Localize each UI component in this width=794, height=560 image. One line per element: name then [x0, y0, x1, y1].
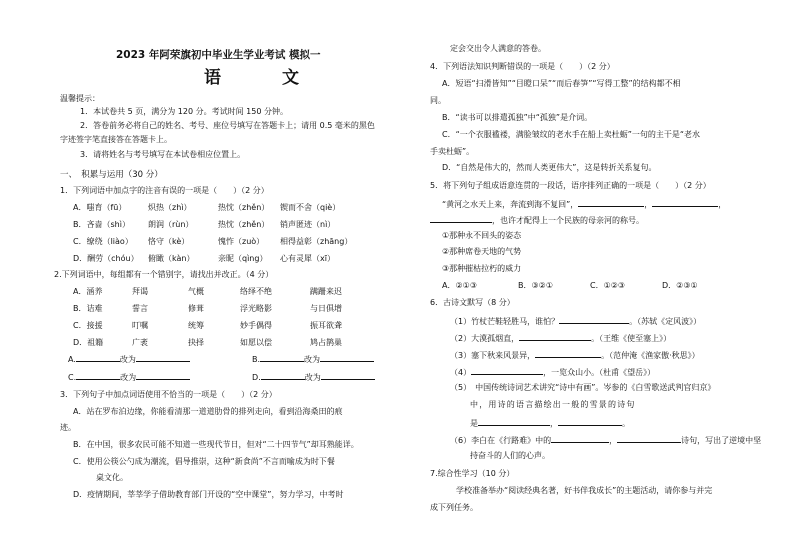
q3-option-d-cont: 定会交出令人满意的答卷。 — [450, 44, 546, 53]
q7-paragraph-2: 成下列任务。 — [430, 503, 478, 512]
q4-option-a: A．短语“扫滑皆知”“目瞪口呆”“而后春笋”“写得工整”的结构都不相 — [442, 79, 681, 88]
q5-sentence-2-text: ，也许才配得上一个民族的母亲河的称号。 — [492, 216, 644, 225]
q3-option-d: D．疫情期间，莘莘学子借助教育部门开设的“空中课堂”，努力学习，中考时 — [73, 490, 344, 499]
notice-item-2: 2．答卷前务必将自己的姓名、考号、座位号填写在答题卡上；请用 0.5 毫米的黑色 — [80, 121, 375, 130]
q1-option-a-term-1: A．嗤育（fū） — [73, 203, 127, 212]
q3-option-c-cont: 桌文化。 — [96, 473, 128, 482]
q3-option-a-cont: 迹。 — [60, 423, 76, 432]
q5-choice-d: D．②③① — [662, 281, 698, 290]
q1-option-b-term-2: 朗润（rùn） — [148, 220, 194, 229]
q2-option-c-word-5: 振耳欲聋 — [310, 321, 342, 330]
q5-sentence-1-text: “黄河之水天上来，奔流到海不复回”， — [442, 200, 579, 209]
q6-line-2 — [450, 332, 671, 344]
q2-fill-a-change: 改为 — [119, 355, 136, 364]
q2-fill-b-blank1[interactable] — [260, 353, 304, 362]
q5-blank-1[interactable] — [578, 198, 644, 207]
q6-line-6: （6）李白在《行路难》中的 ， 诗句，写出了逆境中坚 — [450, 436, 762, 445]
q5-choice-a: A．②①③ — [442, 281, 477, 290]
q2-fill-c-blank1[interactable] — [76, 371, 120, 380]
q5-blank-3[interactable] — [430, 214, 492, 223]
q2-fill-b-change: 改为 — [304, 355, 321, 364]
q1-option-a-term-2: 炽热（zhì） — [148, 203, 192, 212]
section-1-heading: 一、 积累与运用（30 分） — [60, 170, 163, 180]
notice-heading: 温馨提示： — [60, 94, 100, 103]
q6-line-5-cont: 中，用诗的语言描绘出一般的雪景的诗句 — [470, 400, 636, 409]
q7-stem: 7.综合性学习（10 分） — [430, 469, 515, 478]
q5-option-3: ③那种摧枯拉朽的威力 — [442, 264, 522, 273]
q2-fill-c-change: 改为 — [120, 373, 137, 382]
q2-fill-d-change: 改为 — [304, 373, 321, 382]
q4-stem: 4．下列语法知识判断错误的一项是（ ）（2 分） — [430, 62, 615, 71]
q1-option-b-term-3: 热忱（zhěn） — [218, 220, 270, 229]
q1-option-c-term-1: C．缭绕（liào） — [73, 237, 133, 246]
q2-fill-c-label: C. — [68, 373, 77, 382]
q1-option-d-term-4: 心有灵犀（xī） — [280, 254, 335, 263]
q6-blank-2[interactable] — [519, 332, 591, 341]
q5-sentence-1: “黄河之水天上来，奔流到海不复回”， ， ， — [442, 200, 727, 209]
q6-line-3 — [450, 349, 700, 361]
exam-title: 2023 年阿荣旗初中毕业生学业考试 模拟一 — [116, 49, 321, 61]
q6-blank-8[interactable] — [617, 434, 681, 443]
q2-option-d-word-4: 如愿以偿 — [240, 338, 272, 347]
q6-line-4-text: （4） — [450, 368, 472, 377]
q2-option-c-word-1: C．接援 — [73, 321, 103, 330]
q5-choice-b: B．③②① — [518, 281, 554, 290]
q1-option-a-term-4: 锲而不舍（qiè） — [280, 203, 341, 212]
q2-fill-b-label: B. — [252, 355, 261, 364]
subject-title: 语 文 — [204, 68, 321, 88]
q2-fill-a — [68, 353, 190, 365]
q7-paragraph-1: 学校准备举办“阅读经典名著，好书伴我成长”的主题活动，请你参与并完 — [456, 486, 713, 495]
q5-option-2: ②那种席卷天地的气势 — [442, 247, 522, 256]
q2-option-a-word-1: A．涵养 — [73, 287, 103, 296]
q1-option-c-term-2: 恪守（kè） — [148, 237, 190, 246]
q2-option-b-word-3: 修葺 — [188, 304, 204, 313]
q2-fill-b — [252, 353, 374, 365]
q1-option-b-term-4: 销声匿迹（nì） — [280, 220, 336, 229]
q2-fill-d-blank2[interactable] — [321, 371, 375, 380]
q2-stem: 2.下列词语中，每组都有一个错别字，请找出并改正。（4 分） — [54, 270, 274, 279]
q2-fill-c — [68, 371, 190, 383]
q5-stem: 5．将下列句子组成语意连贯的一段话，语序排列正确的一项是（ ）（2 分） — [430, 181, 711, 190]
q2-option-a-word-2: 拜谒 — [132, 287, 148, 296]
q5-choice-c: C．①②③ — [590, 281, 626, 290]
q2-option-a-word-5: 蹒跚来迟 — [310, 287, 342, 296]
q2-option-b-word-5: 与日俱增 — [310, 304, 342, 313]
q2-option-b-word-4: 浮光略影 — [240, 304, 272, 313]
q4-option-d: D．“自然是伟大的，然而人类更伟大”，这是转折关系复句。 — [442, 163, 657, 172]
q2-option-b-word-2: 誓言 — [132, 304, 148, 313]
q6-line-4 — [450, 366, 655, 378]
q1-option-d-term-1: D．酬劳（chóu） — [73, 254, 139, 263]
q2-fill-d-blank1[interactable] — [261, 371, 305, 380]
q6-line-6-rest: 诗句，写出了逆境中坚 — [681, 436, 762, 445]
q6-blank-1[interactable] — [559, 315, 629, 324]
q4-option-c-cont: 手卖杜蛎”。 — [430, 147, 475, 156]
q2-option-c-word-3: 统筹 — [188, 321, 204, 330]
q1-option-d-term-2: 俯瞰（kàn） — [148, 254, 195, 263]
q6-blank-3[interactable] — [535, 349, 601, 358]
q2-fill-b-blank2[interactable] — [320, 353, 374, 362]
q6-line-5-shi: 是 — [470, 419, 478, 428]
q1-option-c-term-3: 愧怍（zuò） — [218, 237, 265, 246]
q2-option-c-word-4: 妙手偶得 — [240, 321, 272, 330]
q4-option-b: B．“读书可以排遣孤独”中“孤独”是介词。 — [442, 113, 593, 122]
q2-option-a-word-3: 气概 — [188, 287, 204, 296]
q6-blank-5[interactable] — [478, 417, 550, 426]
notice-item-2-cont: 字迹签字笔直接答在答题卡上。 — [60, 135, 172, 144]
q1-option-c-term-4: 相得益彰（zhāng） — [280, 237, 353, 246]
q6-line-1-text: （1）竹杖芒鞋轻胜马，谁怕？ — [450, 317, 560, 326]
q5-blank-2[interactable] — [652, 198, 718, 207]
q2-option-b-word-1: B．诘难 — [73, 304, 103, 313]
q2-fill-d — [252, 371, 375, 383]
q2-option-d-word-2: 广袤 — [132, 338, 148, 347]
q5-option-1: ①那种永不回头的姿态 — [442, 231, 522, 240]
q2-option-d-word-1: D．祖籍 — [73, 338, 104, 347]
q3-option-c: C．使用公筷公勺成为潮流，倡导推崇，这种“新食尚”不言而喻成为时下餐 — [73, 457, 335, 466]
q6-line-2-source: 。（王维《使至塞上》） — [591, 334, 672, 343]
q3-option-b: B．在中国，很多农民可能不知道一些现代节日，但对“二十四节气”却耳熟能详。 — [73, 440, 359, 449]
q4-option-a-cont: 同。 — [430, 96, 446, 105]
q6-blank-7[interactable] — [551, 434, 609, 443]
q1-option-b-term-1: B．吝啬（shì） — [73, 220, 130, 229]
q1-option-a-term-3: 热忱（zhěn） — [218, 203, 270, 212]
q2-fill-a-label: A. — [68, 355, 76, 364]
q6-stem: 6．古诗文默写（8 分） — [430, 298, 515, 307]
q6-line-3-text: （3）塞下秋来风景异， — [450, 351, 536, 360]
q6-blank-6[interactable] — [558, 417, 622, 426]
q3-stem: 3．下列句子中加点词语使用不恰当的一项是（ ）（2 分） — [60, 390, 277, 399]
q6-line-2-text: （2）大漠孤烟直， — [450, 334, 520, 343]
q6-line-1 — [450, 315, 701, 327]
q2-fill-c-blank2[interactable] — [136, 371, 190, 380]
q3-option-a: A．站在罗布泊边缘，你能看清那一道道肋骨的排列走向，看到沿海桑田的痕 — [73, 407, 343, 416]
notice-item-3: 3．请将姓名与考号填写在本试卷相应位置上。 — [80, 150, 246, 159]
q2-fill-a-blank2[interactable] — [136, 353, 190, 362]
q2-option-a-word-4: 络绎不绝 — [240, 287, 272, 296]
q2-fill-d-label: D. — [252, 373, 261, 382]
q2-option-d-word-3: 抉择 — [188, 338, 204, 347]
q1-option-d-term-3: 亲昵（qìng） — [218, 254, 268, 263]
q2-option-c-word-2: 叮嘱 — [132, 321, 148, 330]
q6-line-6-cont: 持奋斗的人们的心声。 — [470, 451, 550, 460]
q6-line-3-source: 。（范仲淹《渔家傲·秋思》） — [601, 351, 700, 360]
q4-option-c: C．“一个衣服褴褛，满脸皱纹的老水手在船上卖杜蛎”一句的主干是“老水 — [442, 130, 701, 139]
q6-blank-4[interactable] — [471, 366, 543, 375]
q1-stem: 1．下列词语中加点字的注音有误的一项是（ ）（2 分） — [60, 186, 269, 195]
notice-item-1: 1．本试卷共 5 页，满分为 120 分。考试时间 150 分钟。 — [80, 107, 288, 116]
q2-option-d-word-5: 鸠占鹊巢 — [310, 338, 342, 347]
q6-line-4-source: ，一览众山小。（杜甫《望岳》） — [543, 368, 656, 377]
q6-line-1-source: 。（苏轼《定风波》） — [629, 317, 702, 326]
q5-sentence-2 — [430, 214, 644, 226]
q6-line-6-text: （6）李白在《行路难》中的 — [450, 436, 552, 445]
q6-line-5: （5） 中国传统诗词艺术讲究“诗中有画”。岑参的《白雪歌送武判官归京》 — [450, 383, 716, 392]
q2-fill-a-blank1[interactable] — [76, 353, 120, 362]
q6-line-5-answer: 是 ， 。 — [470, 419, 630, 428]
